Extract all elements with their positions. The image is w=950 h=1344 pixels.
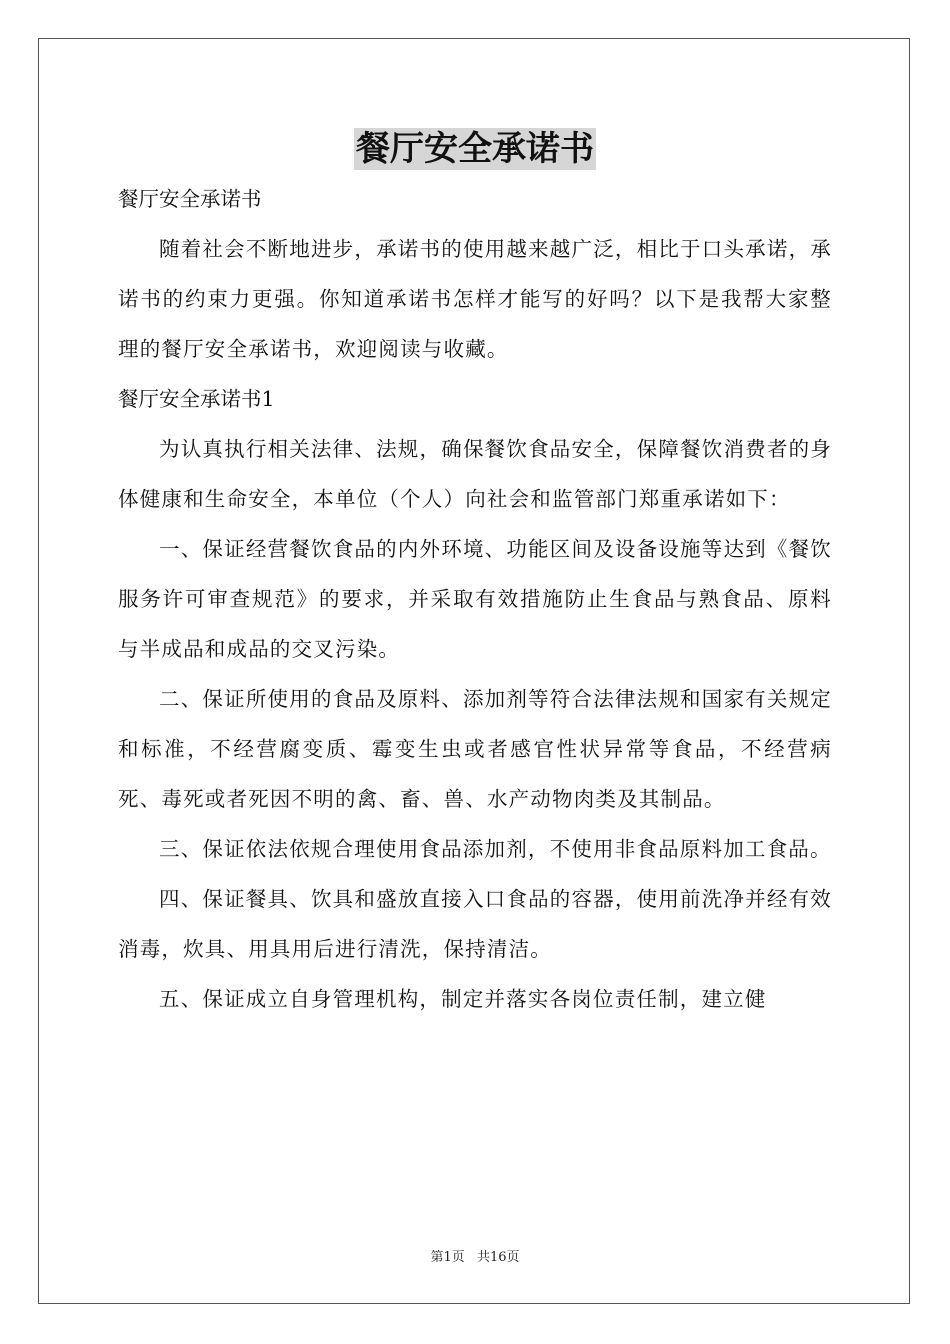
document-body	[118, 174, 832, 1024]
page-total: 共16页	[476, 1250, 520, 1265]
paragraph-item-4: 四、保证餐具、饮具和盛放直接入口食品的容器，使用前洗净并经有效消毒，炊具、用具用后进行清洗，保持清洁。	[118, 887, 832, 961]
document-title: 餐厅安全承诺书	[356, 129, 594, 169]
subtitle: 餐厅安全承诺书	[118, 187, 262, 211]
page-footer	[0, 1246, 950, 1265]
paragraph-preamble: 为认真执行相关法律、法规，确保餐饮食品安全，保障餐饮消费者的身体健康和生命安全，本单位（个人）向社会和监管部门郑重承诺如下：	[118, 437, 832, 511]
paragraph-item-1: 一、保证经营餐饮食品的内外环境、功能区间及设备设施等达到《餐饮服务许可审查规范》的要求，并采取有效措施防止生食品与熟食品、原料与半成品和成品的交叉污染。	[118, 537, 832, 661]
paragraph-item-2: 二、保证所使用的食品及原料、添加剂等符合法律法规和国家有关规定和标准，不经营腐变质、霉变生虫或者感官性状异常等食品，不经营病死、毒死或者死因不明的禽、畜、兽、水产动物肉类及其制品。	[118, 687, 832, 811]
title-area	[0, 128, 950, 170]
page-number: 第1页	[430, 1250, 465, 1265]
paragraph-item-5: 五、保证成立自身管理机构，制定并落实各岗位责任制，建立健	[159, 987, 767, 1011]
paragraph-item-3: 三、保证依法依规合理使用食品添加剂，不使用非食品原料加工食品。	[159, 837, 832, 861]
intro-paragraph: 随着社会不断地进步，承诺书的使用越来越广泛，相比于口头承诺，承诺书的约束力更强。你知道承诺书怎样才能写的好吗？以下是我帮大家整理的餐厅安全承诺书，欢迎阅读与收藏。	[118, 237, 832, 361]
section-heading: 餐厅安全承诺书1	[118, 387, 275, 411]
